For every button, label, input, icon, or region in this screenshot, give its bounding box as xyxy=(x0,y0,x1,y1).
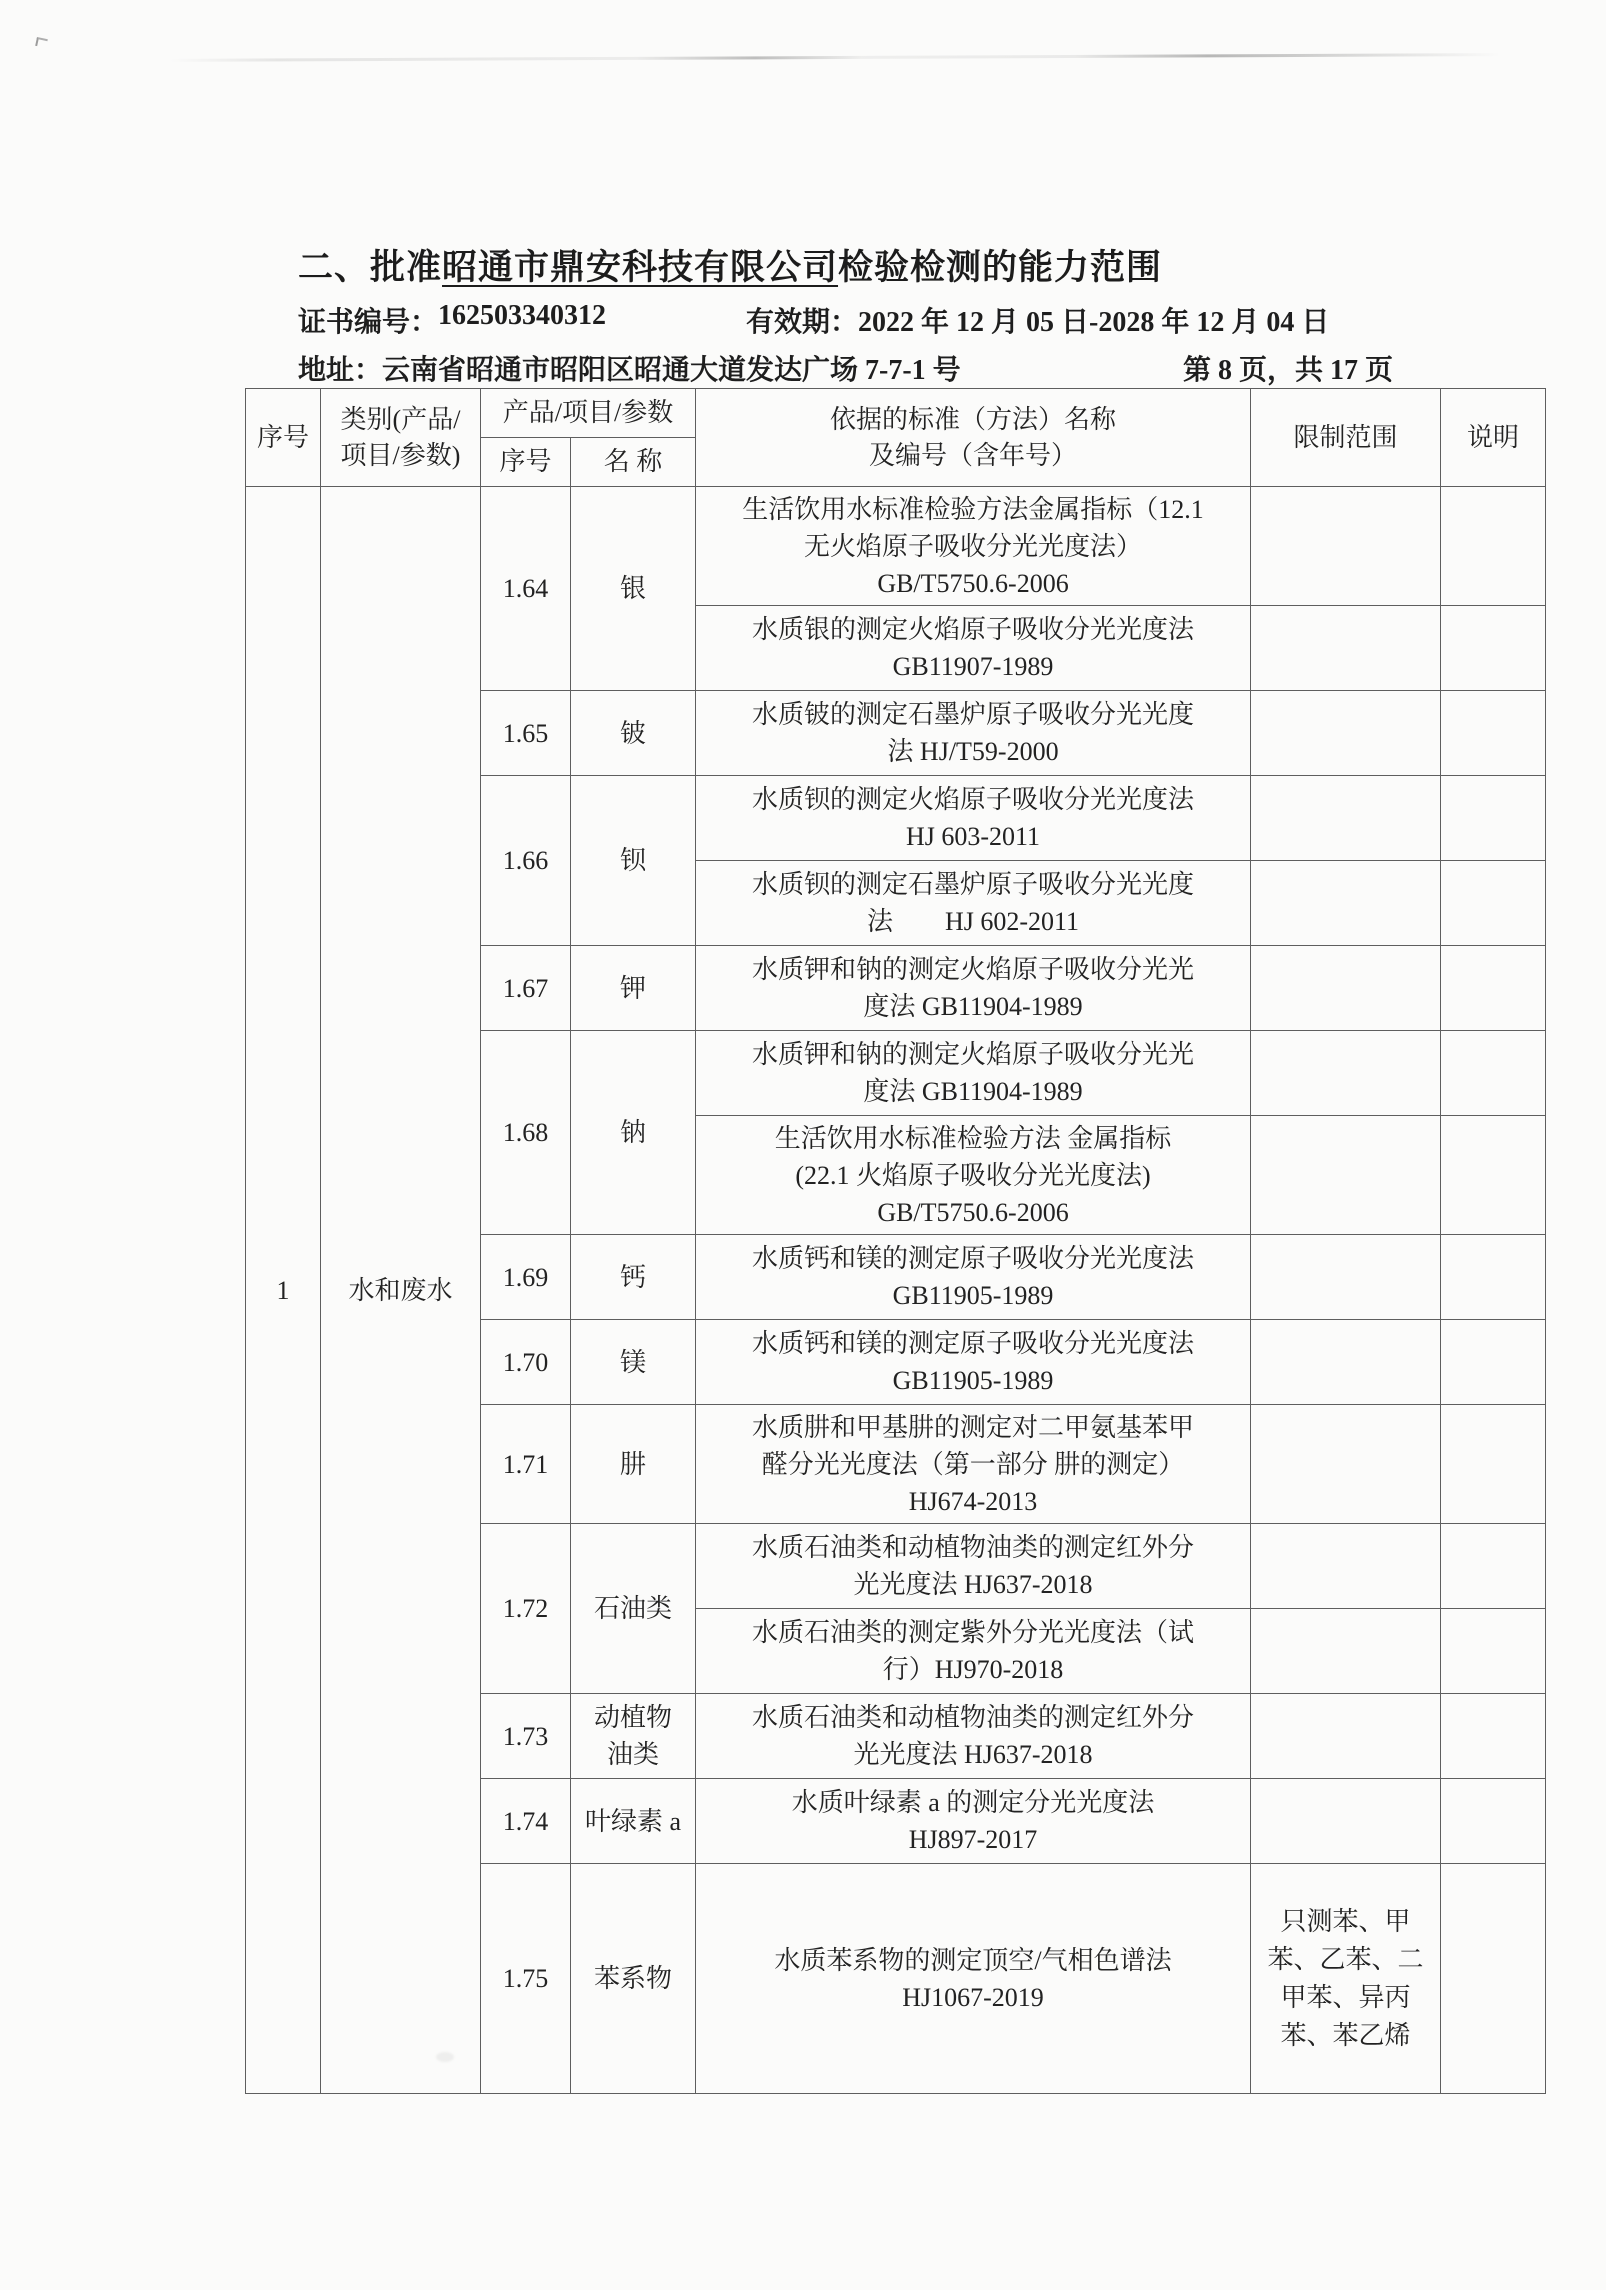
limit-cell xyxy=(1251,1779,1441,1864)
standard-cell: 水质石油类和动植物油类的测定红外分 光光度法 HJ637-2018 xyxy=(696,1524,1251,1609)
param-name-cell: 苯系物 xyxy=(571,1864,696,2094)
standard-cell: 水质钾和钠的测定火焰原子吸收分光光 度法 GB11904-1989 xyxy=(696,1031,1251,1116)
note-cell xyxy=(1441,487,1546,606)
header-category: 类别(产品/ 项目/参数) xyxy=(321,389,481,487)
param-seq-cell: 1.75 xyxy=(481,1864,571,2094)
param-seq-cell: 1.67 xyxy=(481,946,571,1031)
param-name-cell: 叶绿素 a xyxy=(571,1779,696,1864)
header-limit: 限制范围 xyxy=(1251,389,1441,487)
header-standard: 依据的标准（方法）名称 及编号（含年号） xyxy=(696,389,1251,487)
param-name-cell: 银 xyxy=(571,487,696,691)
note-cell xyxy=(1441,1694,1546,1779)
standard-cell: 水质石油类和动植物油类的测定红外分 光光度法 HJ637-2018 xyxy=(696,1694,1251,1779)
param-seq-cell: 1.64 xyxy=(481,487,571,691)
standard-cell: 生活饮用水标准检验方法 金属指标 (22.1 火焰原子吸收分光光度法) GB/T5750.6-2006 xyxy=(696,1116,1251,1235)
param-name-cell: 钠 xyxy=(571,1031,696,1235)
header-product-group: 产品/项目/参数 xyxy=(481,389,696,438)
standard-cell: 水质钙和镁的测定原子吸收分光光度法 GB11905-1989 xyxy=(696,1320,1251,1405)
limit-cell xyxy=(1251,946,1441,1031)
header-product-name: 名 称 xyxy=(571,438,696,487)
limit-cell: 只测苯、甲 苯、乙苯、二 甲苯、异丙 苯、苯乙烯 xyxy=(1251,1864,1441,2094)
note-cell xyxy=(1441,1779,1546,1864)
validity-label: 有效期： xyxy=(746,307,859,338)
table-row xyxy=(246,487,1546,606)
param-seq-cell: 1.72 xyxy=(481,1524,571,1694)
limit-cell xyxy=(1251,1405,1441,1524)
param-seq-cell: 1.73 xyxy=(481,1694,571,1779)
standard-cell: 水质肼和甲基肼的测定对二甲氨基苯甲 醛分光光度法（第一部分 肼的测定） HJ674-2013 xyxy=(696,1405,1251,1524)
cert-number: 162503340312 xyxy=(438,300,607,331)
limit-cell xyxy=(1251,606,1441,691)
note-cell xyxy=(1441,1524,1546,1609)
param-name-cell: 钾 xyxy=(571,946,696,1031)
note-cell xyxy=(1441,1031,1546,1116)
header-seq: 序号 xyxy=(246,389,321,487)
param-seq-cell: 1.71 xyxy=(481,1405,571,1524)
address-page-line xyxy=(298,348,1545,388)
param-seq-cell: 1.66 xyxy=(481,776,571,946)
param-name-cell: 铍 xyxy=(571,691,696,776)
page-title xyxy=(298,240,1548,290)
address-label: 地址： xyxy=(298,355,383,386)
title-company-name: 昭通市鼎安科技有限公司 xyxy=(442,248,839,287)
param-seq-cell: 1.68 xyxy=(481,1031,571,1235)
limit-cell xyxy=(1251,1320,1441,1405)
param-seq-cell: 1.70 xyxy=(481,1320,571,1405)
limit-cell xyxy=(1251,487,1441,606)
standard-cell: 水质苯系物的测定顶空/气相色谱法 HJ1067-2019 xyxy=(696,1864,1251,2094)
limit-cell xyxy=(1251,1235,1441,1320)
note-cell xyxy=(1441,1405,1546,1524)
limit-cell xyxy=(1251,1116,1441,1235)
standard-cell: 水质钡的测定火焰原子吸收分光光度法 HJ 603-2011 xyxy=(696,776,1251,861)
param-seq-cell: 1.74 xyxy=(481,1779,571,1864)
note-cell xyxy=(1441,1864,1546,2094)
header-product-seq: 序号 xyxy=(481,438,571,487)
cert-group xyxy=(298,300,746,340)
limit-cell xyxy=(1251,691,1441,776)
standard-cell: 水质铍的测定石墨炉原子吸收分光光度 法 HJ/T59-2000 xyxy=(696,691,1251,776)
table-header-row-1 xyxy=(246,389,1546,438)
param-name-cell: 钙 xyxy=(571,1235,696,1320)
limit-cell xyxy=(1251,1031,1441,1116)
address-group xyxy=(298,348,961,388)
header-note: 说明 xyxy=(1441,389,1546,487)
standard-cell: 生活饮用水标准检验方法金属指标（12.1 无火焰原子吸收分光光度法） GB/T5750.6-2006 xyxy=(696,487,1251,606)
document-header xyxy=(298,240,1548,388)
category-seq-cell: 1 xyxy=(246,487,321,2094)
note-cell xyxy=(1441,1320,1546,1405)
category-name-cell: 水和废水 xyxy=(321,487,481,2094)
address-value: 云南省昭通市昭阳区昭通大道发达广场 7-7-1 号 xyxy=(382,355,961,386)
standard-cell: 水质钡的测定石墨炉原子吸收分光光度 法 HJ 602-2011 xyxy=(696,861,1251,946)
validity-value: 2022 年 12 月 05 日-2028 年 12 月 04 日 xyxy=(858,307,1330,338)
standard-cell: 水质石油类的测定紫外分光光度法（试 行）HJ970-2018 xyxy=(696,1609,1251,1694)
limit-cell xyxy=(1251,1694,1441,1779)
capability-table xyxy=(245,388,1546,2094)
note-cell xyxy=(1441,1235,1546,1320)
param-name-cell: 肼 xyxy=(571,1405,696,1524)
note-cell xyxy=(1441,946,1546,1031)
param-name-cell: 镁 xyxy=(571,1320,696,1405)
note-cell xyxy=(1441,691,1546,776)
standard-cell: 水质银的测定火焰原子吸收分光光度法 GB11907-1989 xyxy=(696,606,1251,691)
scan-artifact-corner xyxy=(35,37,48,48)
param-seq-cell: 1.69 xyxy=(481,1235,571,1320)
note-cell xyxy=(1441,606,1546,691)
title-prefix: 二、批准 xyxy=(298,248,443,287)
param-name-cell: 动植物 油类 xyxy=(571,1694,696,1779)
param-seq-cell: 1.65 xyxy=(481,691,571,776)
note-cell xyxy=(1441,1116,1546,1235)
param-name-cell: 石油类 xyxy=(571,1524,696,1694)
page-indicator: 第 8 页，共 17 页 xyxy=(1182,355,1393,386)
note-cell xyxy=(1441,776,1546,861)
limit-cell xyxy=(1251,1524,1441,1609)
standard-cell: 水质钙和镁的测定原子吸收分光光度法 GB11905-1989 xyxy=(696,1235,1251,1320)
title-suffix: 检验检测的能力范围 xyxy=(838,248,1163,287)
param-name-cell: 钡 xyxy=(571,776,696,946)
limit-cell xyxy=(1251,1609,1441,1694)
note-cell xyxy=(1441,1609,1546,1694)
standard-cell: 水质钾和钠的测定火焰原子吸收分光光 度法 GB11904-1989 xyxy=(696,946,1251,1031)
cert-label: 证书编号： xyxy=(298,307,439,338)
validity-group xyxy=(746,300,1329,340)
scan-artifact-streak xyxy=(170,53,1500,62)
limit-cell xyxy=(1251,776,1441,861)
note-cell xyxy=(1441,861,1546,946)
cert-validity-line xyxy=(298,300,1548,340)
standard-cell: 水质叶绿素 a 的测定分光光度法 HJ897-2017 xyxy=(696,1779,1251,1864)
limit-cell xyxy=(1251,861,1441,946)
